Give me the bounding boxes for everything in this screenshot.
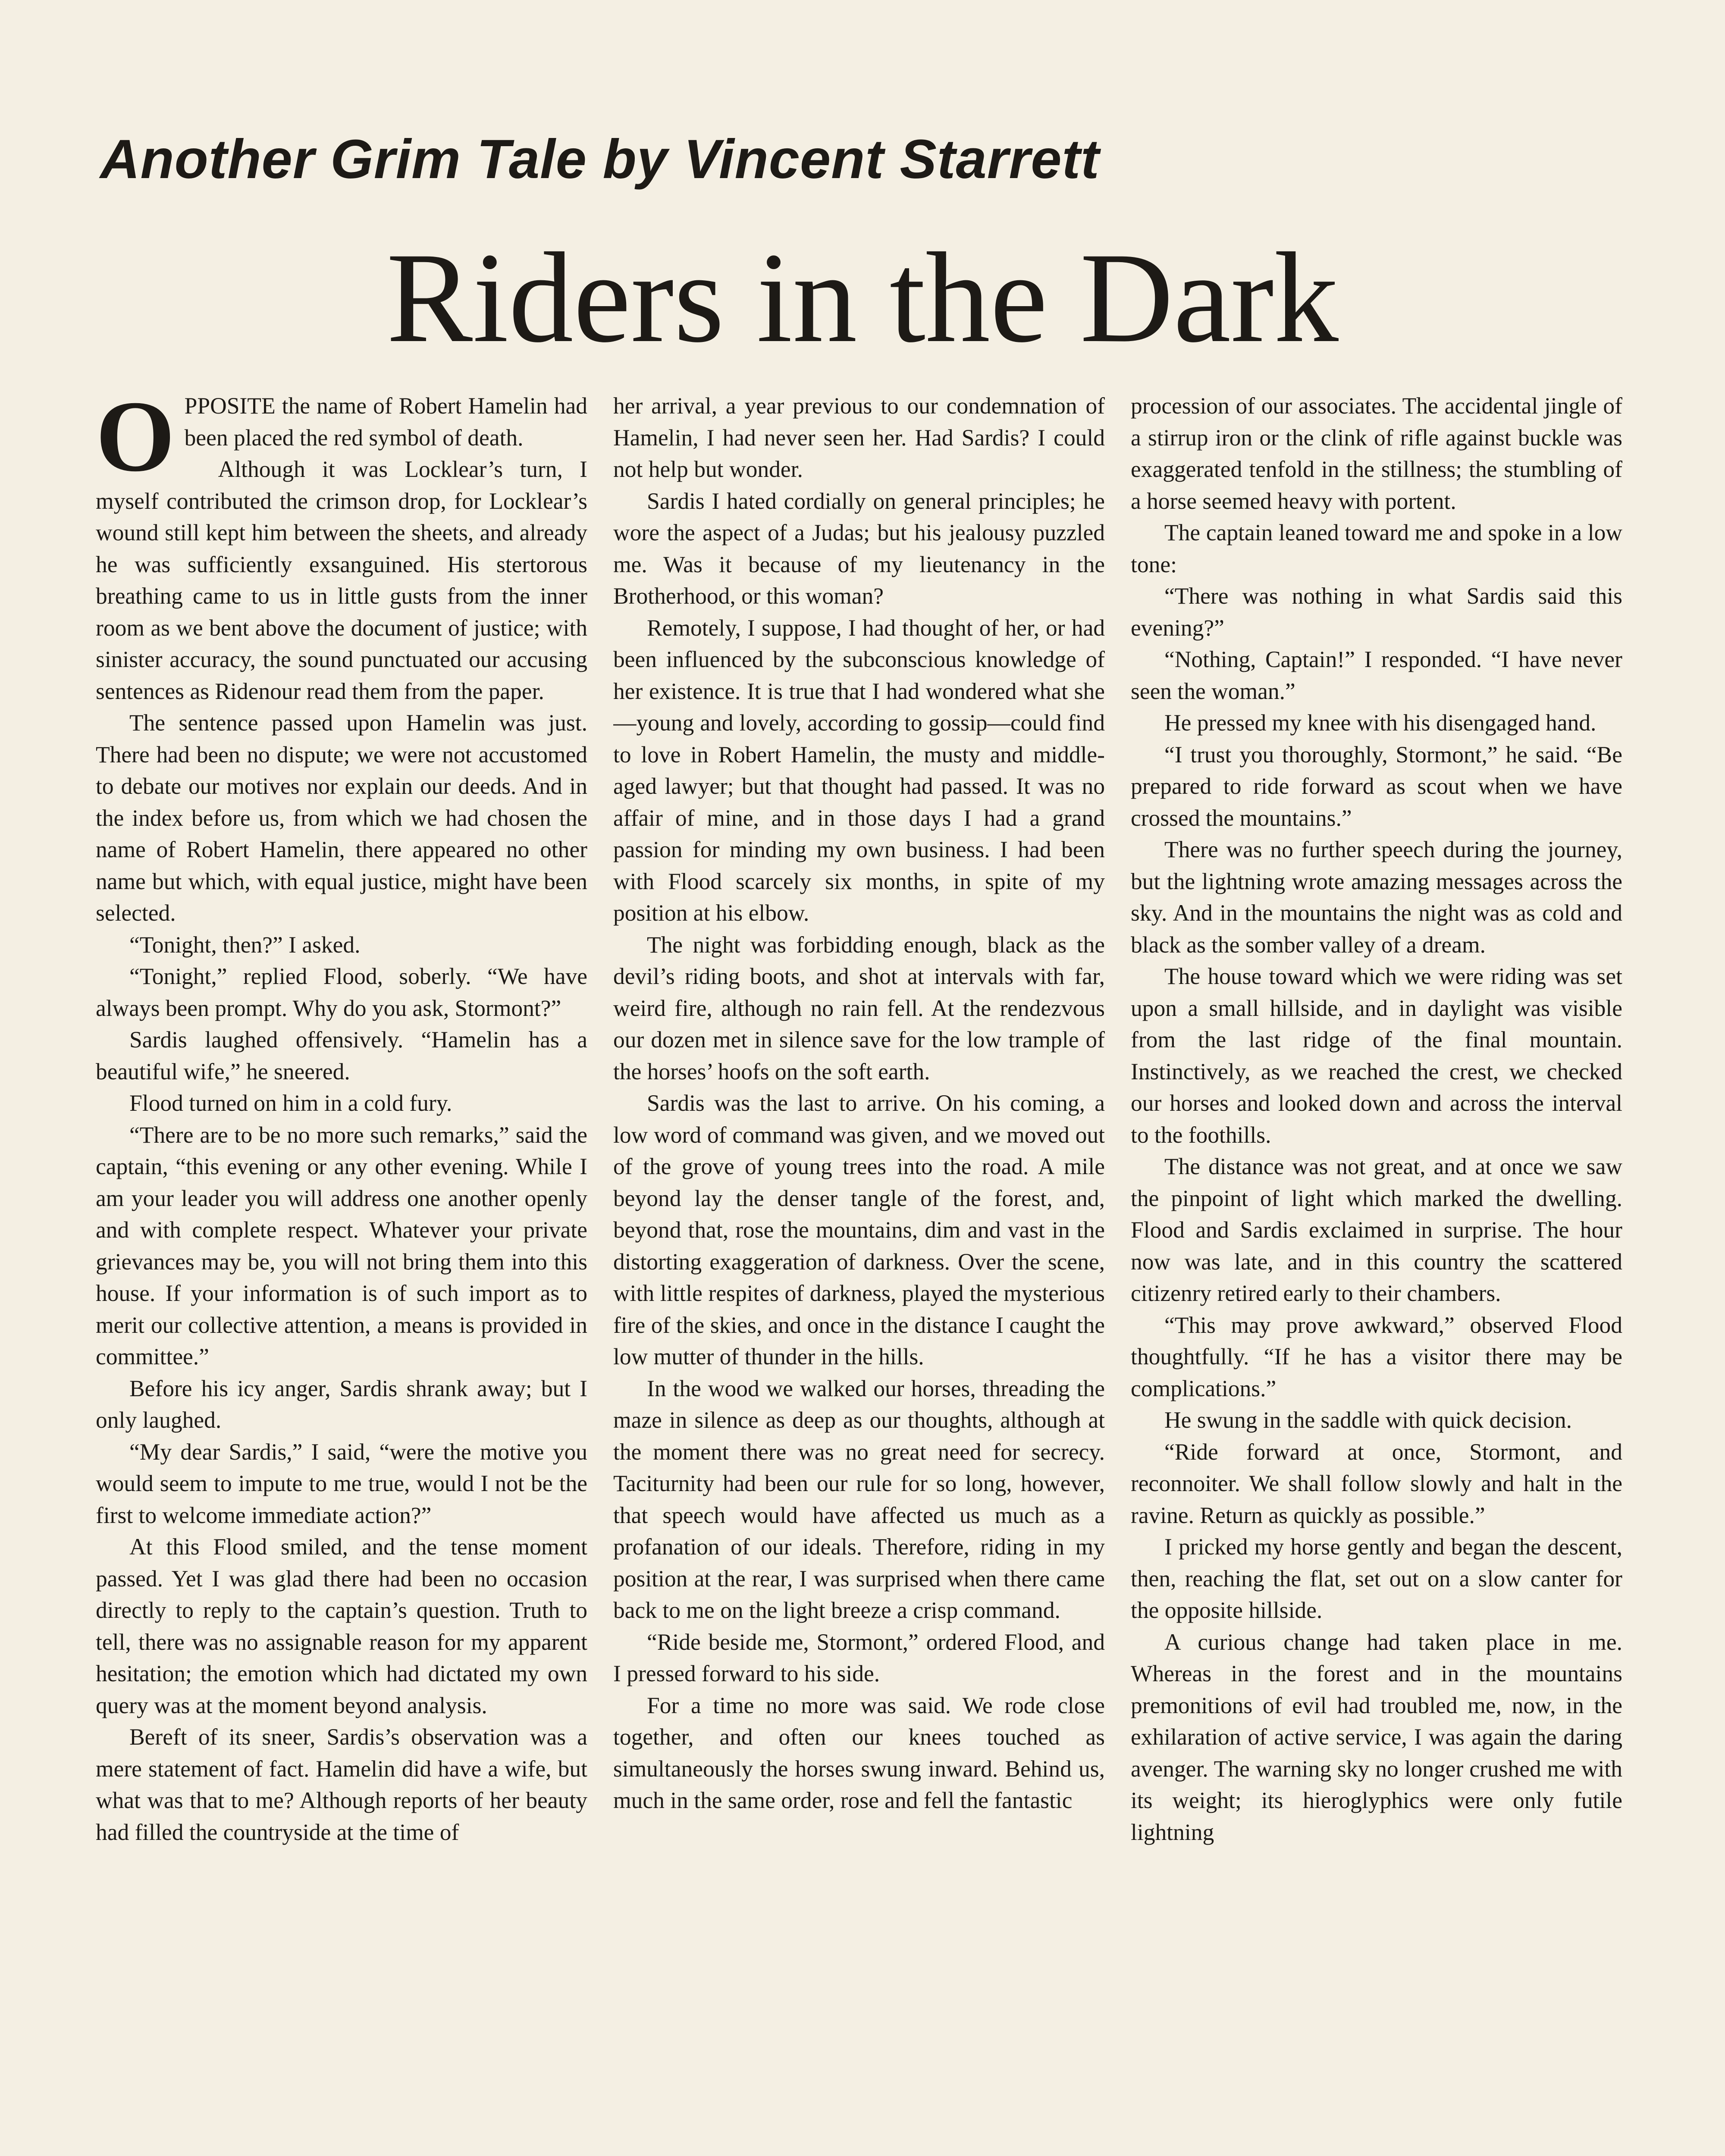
- article-paragraph: “My dear Sardis,” I said, “were the motive you would seem to impute to me true, would I not be the first to welcome immediate action?”: [96, 1438, 587, 1528]
- article-paragraph: Flood turned on him in a cold fury.: [129, 1090, 452, 1116]
- article-paragraph: procession of our associates. The accidental jingle of a stirrup iron or the clink of rifle against buckle was exaggerated tenfold in the stillness; the stumbling of a horse seemed heavy with portent.: [1131, 393, 1622, 514]
- article-paragraph: The captain leaned toward me and spoke in a low tone:: [1131, 520, 1622, 577]
- article-paragraph: A curious change had taken place in me. Whereas in the forest and in the mountains premonitions of evil had troubled me, now, in the exhilaration of active service, I was again the daring avenger. The warning sky no longer crushed me with its weight; its hieroglyphics were only futile lightning: [1131, 1629, 1622, 1845]
- article-paragraph: her arrival, a year previous to our condemnation of Hamelin, I had never seen her. Had Sardis? I could not help but wonder.: [613, 393, 1105, 482]
- article-paragraph: Sardis laughed offensively. “Hamelin has a beautiful wife,” he sneered.: [96, 1027, 587, 1084]
- article-paragraph: In the wood we walked our horses, threading the maze in silence as deep as our thoughts, although at the moment there was no great need for secrecy. Taciturnity had been our rule for so long, however, that speech would have affected us much as a profanation of our ideals. Therefore, riding in my position at the rear, I was surprised when there came back to me on the light breeze a crisp command.: [613, 1375, 1105, 1623]
- article-paragraph: “I trust you thoroughly, Stormont,” he said. “Be prepared to ride forward as scout when we have crossed the mountains.”: [1131, 741, 1622, 831]
- article-paragraph: For a time no more was said. We rode close together, and often our knees touched as simultaneously the horses swung inward. Behind us, much in the same order, rose and fell the fantastic: [613, 1692, 1105, 1813]
- article-paragraph: The night was forbidding enough, black as the devil’s riding boots, and shot at intervals with far, weird fire, although no rain fell. At the rendezvous our dozen met in silence save for the low trample of the horses’ hoofs on the soft earth.: [613, 931, 1105, 1084]
- article-paragraph: There was no further speech during the journey, but the lightning wrote amazing messages across the sky. And in the mountains the night was as cold and black as the somber valley of a dream.: [1131, 837, 1622, 958]
- drop-cap: O: [96, 390, 175, 493]
- article-paragraph: [96, 390, 587, 493]
- column-1: [96, 390, 587, 2156]
- article-paragraph: “Nothing, Captain!” I responded. “I have never seen the woman.”: [1131, 646, 1622, 704]
- article-paragraph: “This may prove awkward,” observed Flood thoughtfully. “If he has a visitor there may be complications.”: [1131, 1312, 1622, 1401]
- article-paragraph: The house toward which we were riding was set upon a small hillside, and in daylight was visible from the last ridge of the final mountain. Instinctively, as we reached the crest, we checked our horses and looked down and across the interval to the foothills.: [1131, 963, 1622, 1148]
- article-paragraph: The sentence passed upon Hamelin was just. There had been no dispute; we were not accustomed to debate our motives nor explain our deeds. And in the index before us, from which we had chosen the name of Robert Hamelin, there appeared no other name but which, with equal justice, might have been selected.: [96, 710, 587, 926]
- text-columns: [96, 390, 1622, 2156]
- article-paragraph: Sardis was the last to arrive. On his coming, a low word of command was given, and we moved out of the grove of young trees into the road. A mile beyond lay the denser tangle of the forest, and, beyond that, rose the mountains, dim and vast in the distorting exaggeration of darkness. Over the scene, with little respites of darkness, played the mysterious fire of the skies, and once in the distance I caught the low mutter of thunder in the hills.: [613, 1090, 1105, 1369]
- article-paragraph: He pressed my knee with his disengaged hand.: [1164, 710, 1596, 736]
- article-paragraph: Sardis I hated cordially on general principles; he wore the aspect of a Judas; but his jealousy puzzled me. Was it because of my lieutenancy in the Brotherhood, or this woman?: [613, 488, 1105, 609]
- article-paragraph: “Tonight, then?” I asked.: [129, 931, 361, 958]
- article-paragraph: The distance was not great, and at once we saw the pinpoint of light which marked the dwelling. Flood and Sardis exclaimed in surprise. The hour now was late, and in this country the scattered citizenry retired early to their chambers.: [1131, 1153, 1622, 1306]
- article-paragraph: Remotely, I suppose, I had thought of her, or had been influenced by the subconscious knowledge of her existence. It is true that I had wondered what she—young and lovely, according to gossip—could find to love in Robert Hamelin, the musty and middle-aged lawyer; but that thought had passed. It was no affair of mine, and in those days I had a grand passion for minding my own business. I had been with Flood scarcely six months, in spite of my position at his elbow.: [613, 614, 1105, 926]
- column-3: [1131, 390, 1622, 2156]
- story-title: Riders in the Dark: [386, 226, 1339, 369]
- article-paragraph: At this Flood smiled, and the tense moment passed. Yet I was glad there had been no occasion directly to reply to the captain’s question. Truth to tell, there was no assignable reason for my apparent hesitation; the emotion which had dictated my own query was at the moment beyond analysis.: [96, 1534, 587, 1718]
- article-paragraph: “There are to be no more such remarks,” said the captain, “this evening or any other evening. While I am your leader you will address one another openly and with complete respect. Whatever your private grievances may be, you will not bring them into this house. If your information is of such import as to merit our collective attention, a means is provided in committee.”: [96, 1122, 587, 1369]
- column-2: [613, 390, 1105, 2156]
- article-paragraph: He swung in the saddle with quick decision.: [1164, 1407, 1572, 1433]
- article-paragraph: Bereft of its sneer, Sardis’s observation was a mere statement of fact. Hamelin did have a wife, but what was that to me? Although reports of her beauty had filled the countryside at the time of: [96, 1724, 587, 1845]
- story-byline: Another Grim Tale by Vincent Starrett: [100, 128, 1100, 190]
- article-paragraph: “Tonight,” replied Flood, soberly. “We have always been prompt. Why do you ask, Stormont?”: [96, 963, 587, 1021]
- article-paragraph: Although it was Locklear’s turn, I myself contributed the crimson drop, for Locklear’s wound still kept him between the sheets, and already he was sufficiently exsanguined. His stertorous breathing came to us in little gusts from the inner room as we bent above the document of justice; with sinister accuracy, the sound punctuated our accusing sentences as Ridenour read them from the paper.: [96, 456, 587, 704]
- article-paragraph: “Ride forward at once, Stormont, and reconnoiter. We shall follow slowly and halt in the ravine. Return as quickly as possible.”: [1131, 1438, 1622, 1528]
- article-paragraph: “There was nothing in what Sardis said this evening?”: [1131, 583, 1622, 641]
- paragraph-text: PPOSITE the name of Robert Hamelin had been placed the red symbol of death.: [184, 393, 587, 451]
- article-paragraph: “Ride beside me, Stormont,” ordered Flood, and I pressed forward to his side.: [613, 1629, 1105, 1686]
- article-paragraph: Before his icy anger, Sardis shrank away; but I only laughed.: [96, 1375, 587, 1433]
- article-paragraph: I pricked my horse gently and began the descent, then, reaching the flat, set out on a slow canter for the opposite hillside.: [1131, 1534, 1622, 1623]
